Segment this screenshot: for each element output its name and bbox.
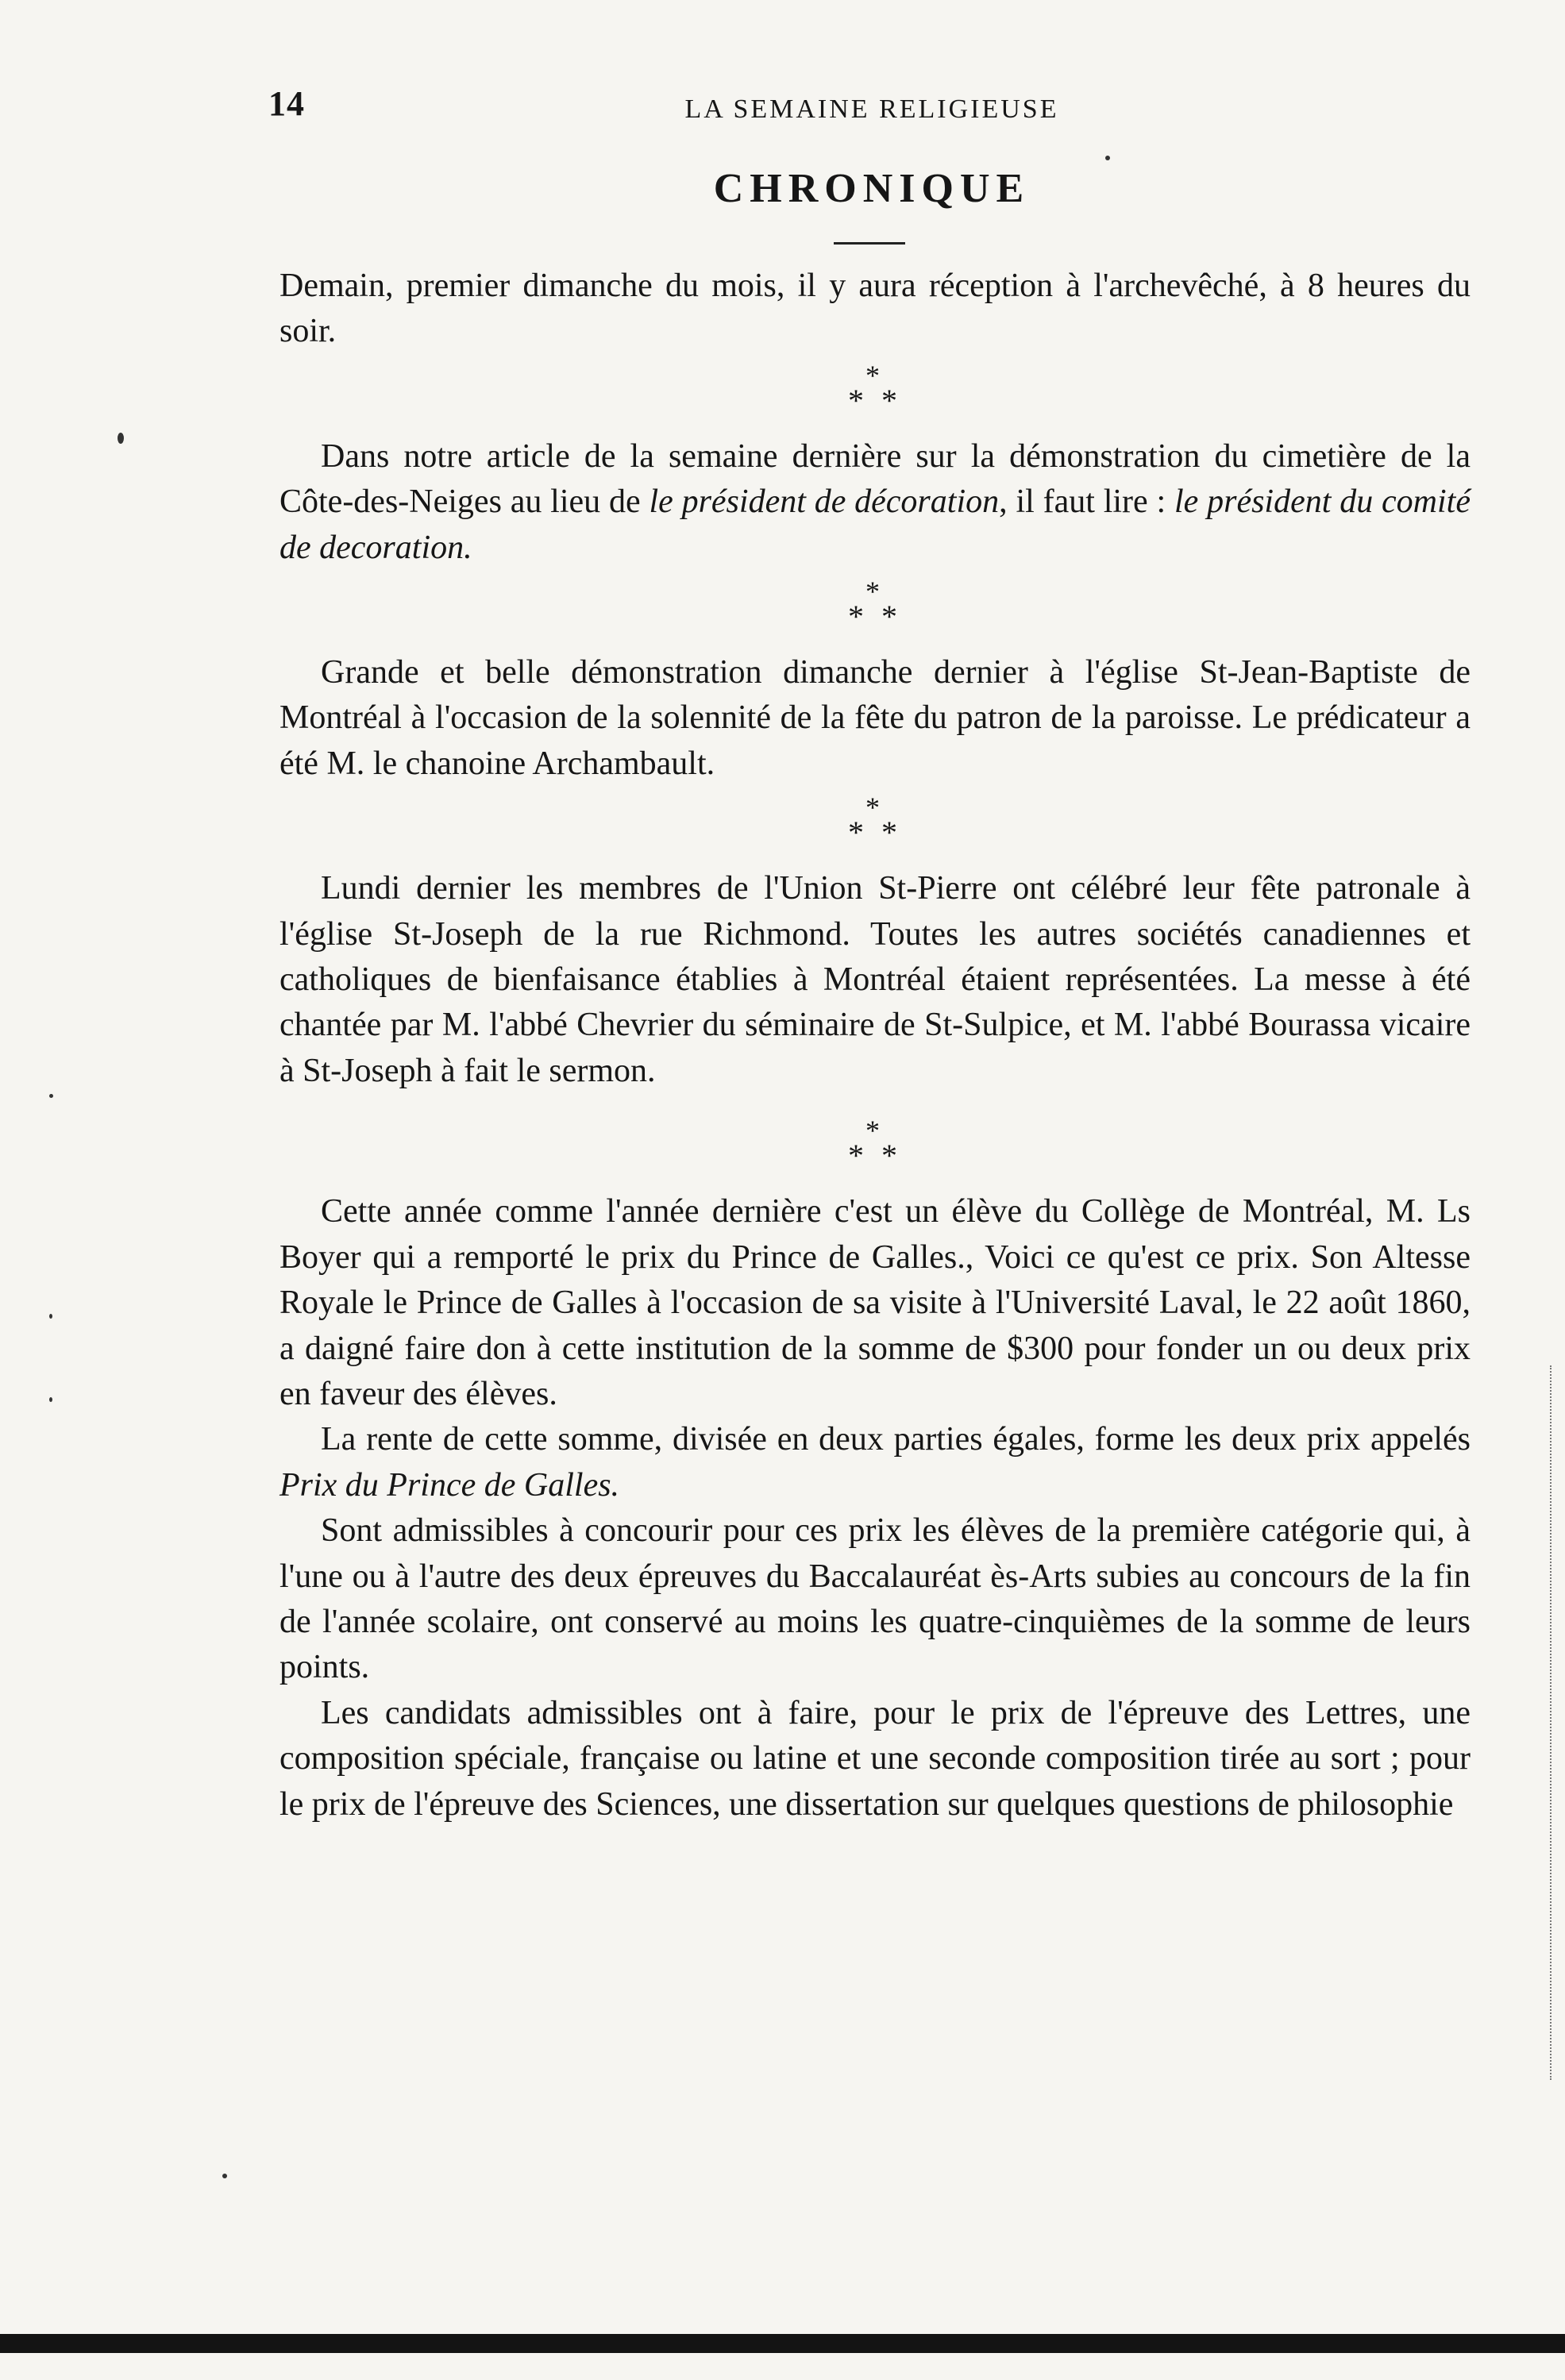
separator-star-top: *: [865, 1115, 885, 1147]
separator-stars: [279, 1115, 1471, 1174]
scan-edge-noise: [1550, 1365, 1555, 2080]
paragraph-prix-prince-galles: Cette année comme l'année dernière c'est un élève du Collège de Montréal, M. Ls Boyer qui a remporté le prix du Prince de Galles., Voici ce qu'est ce prix. Son Altesse Royale le Prince de Galles à l'occasion de sa visite à l'Université Laval, le 22 août 1860, a daigné faire don à cette institution de la somme de $300 pour fonder un ou deux prix en faveur des élèves.: [279, 1193, 1471, 1412]
separator-stars: [279, 359, 1471, 418]
title-rule: [834, 242, 905, 245]
paragraph-reception: Demain, premier dimanche du mois, il y aura réception à l'archevêché, à 8 heures du soir.: [279, 268, 1471, 350]
correction-text-start: Dans notre article de la semaine dernière sur la démonstration du cimetière de la Côte-des-Neiges au lieu de: [279, 437, 1471, 521]
margin-speck: [49, 1397, 52, 1402]
rente-italic-prize-name: Prix du Prince de Galles.: [279, 1466, 620, 1504]
separator-star-pair: * *: [848, 599, 902, 635]
separator-star-top: *: [865, 359, 885, 391]
running-title: LA SEMAINE RELIGIEUSE: [684, 94, 1059, 124]
separator-star-pair: * *: [848, 815, 902, 851]
separator-stars: [279, 576, 1471, 635]
article-body: [279, 264, 1471, 1827]
separator-star-pair: * *: [848, 382, 902, 418]
paragraph-admissibles: Sont admissibles à concourir pour ces prix les élèves de la première catégorie qui, à l'une ou à l'autre des deux épreuves du Baccalauréat ès-Arts subies au concours de la fin de l'année scolaire, ont conservé au moins les quatre-cinquièmes de la somme de leurs points.: [279, 1512, 1471, 1686]
margin-speck: [222, 2174, 227, 2178]
correction-text-middle: , il faut lire :: [999, 483, 1174, 521]
paragraph-candidats: Les candidats admissibles ont à faire, pour le prix de l'épreuve des Lettres, une composition spéciale, française ou latine et une seconde composition tirée au sort ; pour le prix de l'épreuve des Sciences, une dissertation sur quelques questions de philosophie: [279, 1694, 1471, 1823]
correction-italic-right: le président du comité de decoration.: [279, 483, 1471, 566]
separator-star-top: *: [865, 576, 885, 608]
rente-text: La rente de cette somme, divisée en deux parties égales, forme les deux prix appelés: [321, 1421, 1471, 1458]
page-number: 14: [268, 84, 305, 123]
correction-italic-wrong: le président de décoration: [649, 483, 1000, 521]
margin-speck: [49, 1094, 53, 1098]
separator-star-pair: * *: [848, 1138, 902, 1174]
separator-stars: [279, 791, 1471, 851]
paragraph-union-st-pierre: Lundi dernier les membres de l'Union St-Pierre ont célébré leur fête patronale à l'église St-Joseph de la rue Richmond. Toutes les autres sociétés canadiennes et catholiques de bienfaisance établies à Montréal étaient représentées. La messe à été chantée par M. l'abbé Chevrier du séminaire de St-Sulpice, et M. l'abbé Bourassa vicaire à St-Joseph à fait le sermon.: [279, 870, 1471, 1089]
paragraph-rente: [279, 1417, 1471, 1508]
paragraph-correction: [279, 434, 1471, 571]
margin-speck: [118, 433, 124, 444]
bottom-scan-border: [0, 2334, 1565, 2353]
paragraph-st-jean-baptiste: Grande et belle démonstration dimanche dernier à l'église St-Jean-Baptiste de Montréal à l'occasion de la solennité de la fête du patron de la paroisse. Le prédicateur a été M. le chanoine Archambault.: [279, 654, 1471, 782]
section-title: CHRONIQUE: [713, 166, 1031, 211]
page-header: [268, 83, 1475, 131]
margin-speck: [49, 1314, 52, 1319]
separator-star-top: *: [865, 791, 885, 824]
margin-speck: [1105, 156, 1110, 160]
